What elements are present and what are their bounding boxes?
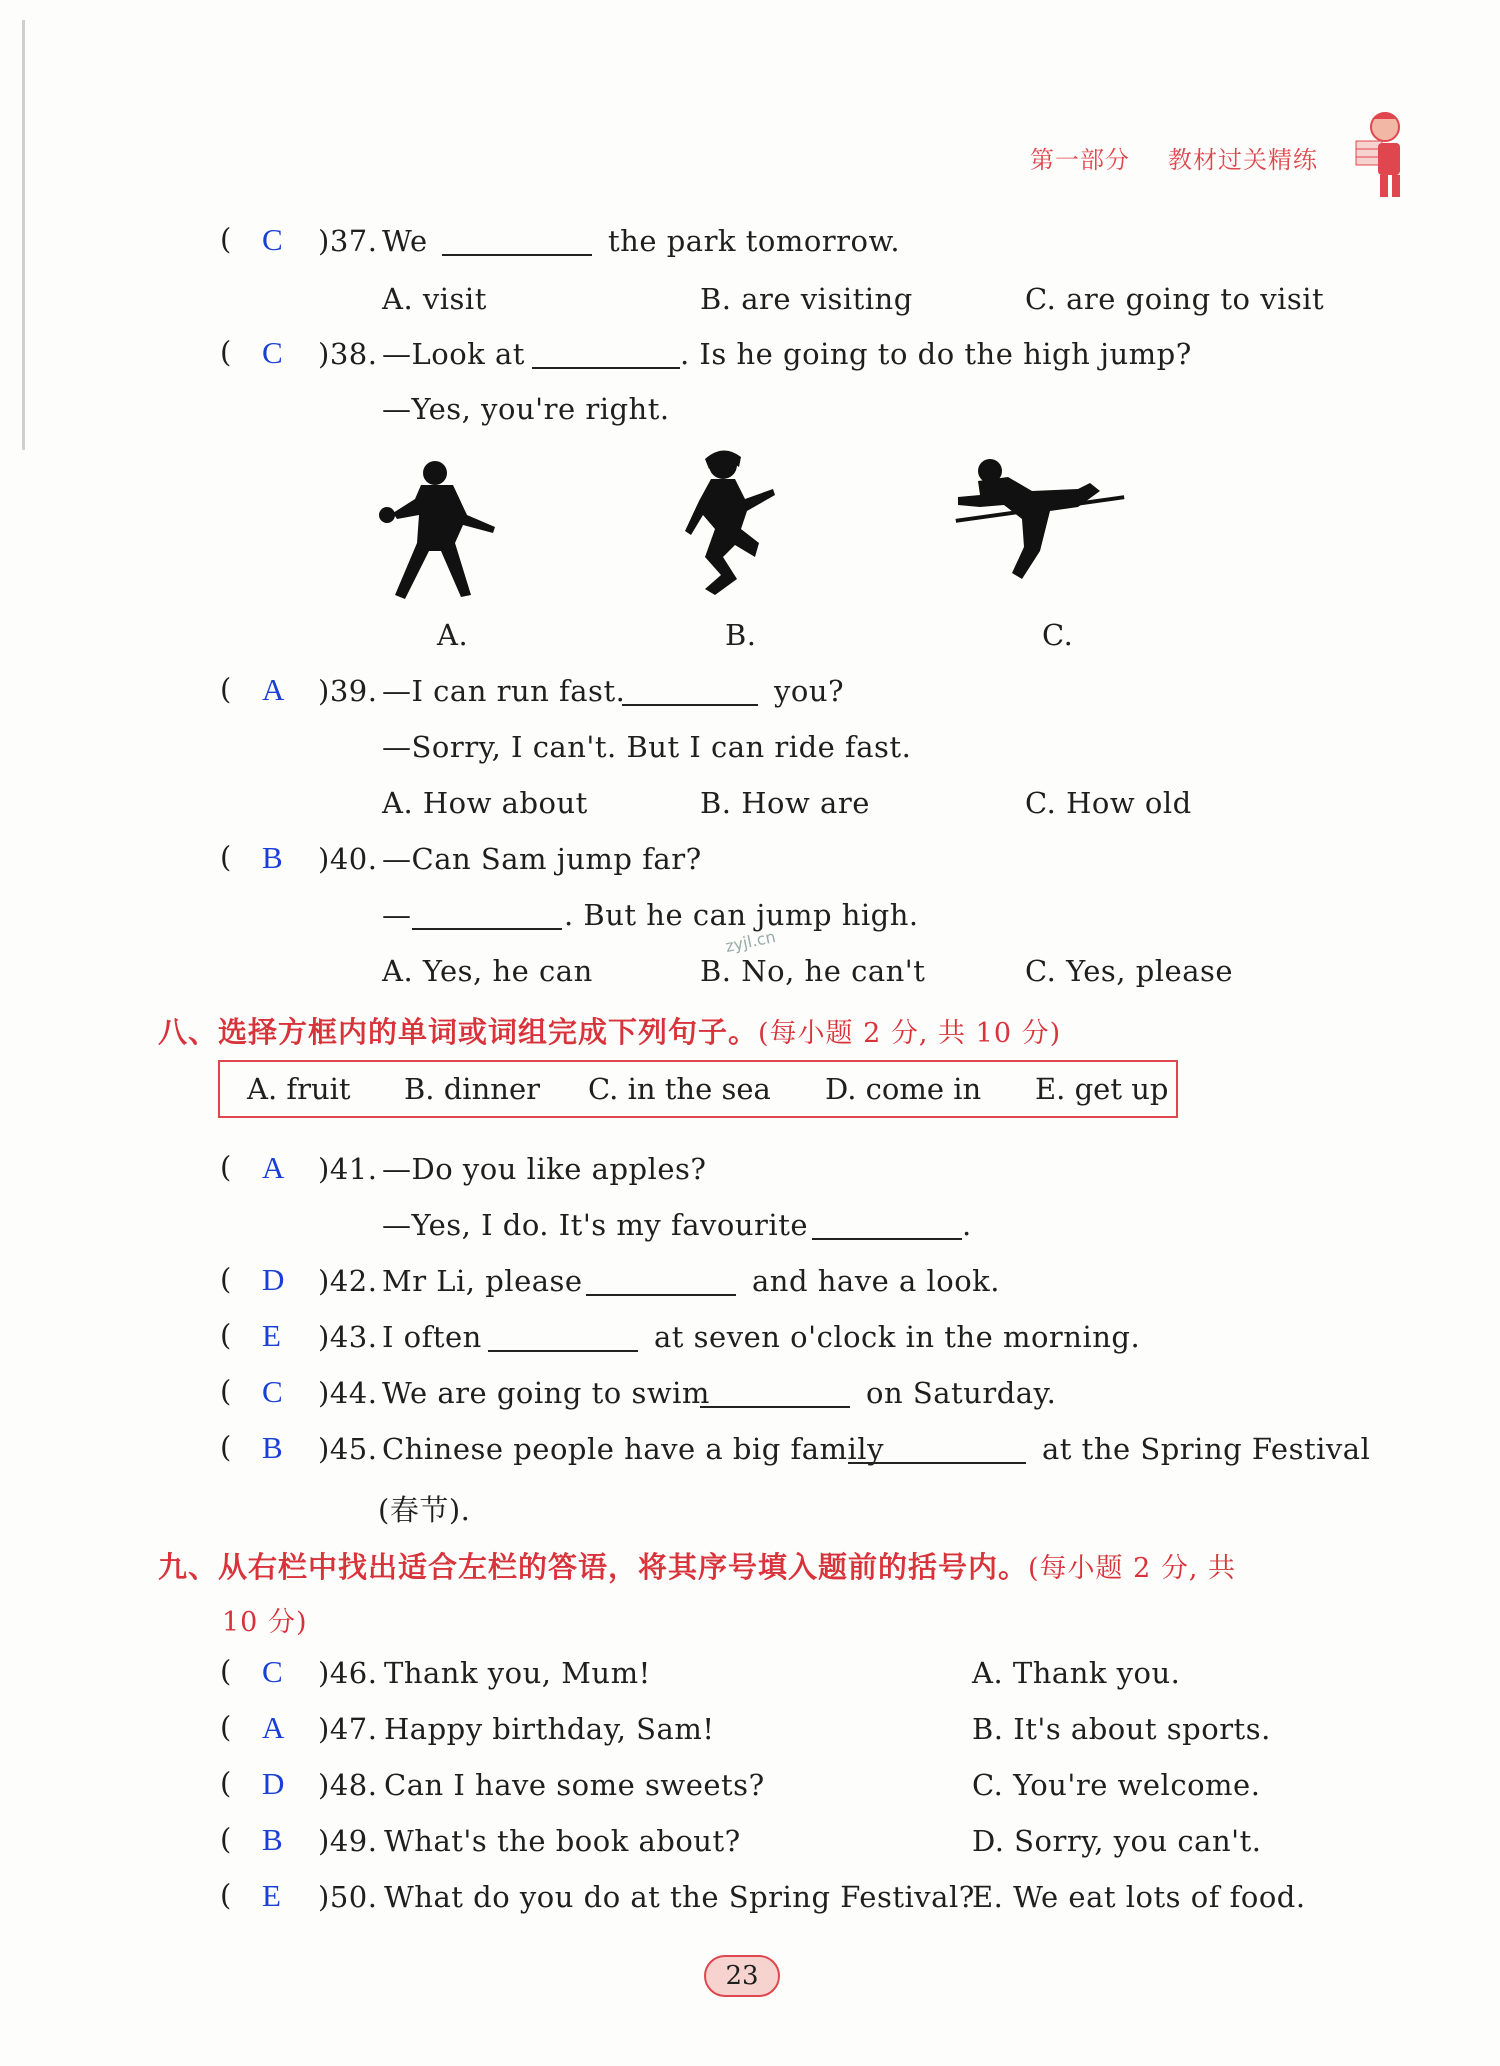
- question-number-45: )45.: [318, 1432, 378, 1466]
- section-8-note: (每小题 2 分, 共 10 分): [758, 1018, 1062, 1049]
- question-50-left: What do you do at the Spring Festival?: [384, 1880, 975, 1914]
- answer-44: C: [262, 1374, 283, 1409]
- question-43-after: at seven o'clock in the morning.: [654, 1320, 1141, 1354]
- question-46-left: Thank you, Mum!: [384, 1656, 651, 1690]
- answer-blank: [848, 1436, 1026, 1464]
- answer-39: A: [262, 672, 285, 707]
- paren-open: (: [220, 1374, 232, 1408]
- word-bank-box: [218, 1060, 1178, 1118]
- question-43-before: I often: [382, 1320, 482, 1354]
- question-40-text: —Can Sam jump far?: [382, 842, 702, 876]
- section-8-title: 八、选择方框内的单词或词组完成下列句子。: [158, 1015, 759, 1049]
- question-number-49: )49.: [318, 1824, 378, 1858]
- answer-49: B: [262, 1822, 283, 1857]
- question-45-before: Chinese people have a big family: [382, 1432, 884, 1466]
- answer-blank: [700, 1380, 850, 1408]
- question-49-right: D. Sorry, you can't.: [972, 1824, 1262, 1858]
- question-number-37: )37.: [318, 224, 378, 258]
- question-42-after: and have a look.: [752, 1264, 1000, 1298]
- answer-40: B: [262, 840, 283, 875]
- question-39-text-before: —I can run fast.: [382, 674, 626, 708]
- paren-open: (: [220, 672, 232, 706]
- question-48-left: Can I have some sweets?: [384, 1768, 765, 1802]
- high-jumper-icon: [950, 455, 1130, 595]
- paren-open: (: [220, 1878, 232, 1912]
- paren-open: (: [220, 335, 232, 369]
- paren-open: (: [220, 1710, 232, 1744]
- answer-42: D: [262, 1262, 285, 1297]
- option-37-c: C. are going to visit: [1025, 282, 1325, 316]
- picture-label-b: B.: [725, 618, 757, 652]
- question-44-before: We are going to swim: [382, 1376, 710, 1410]
- answer-48: D: [262, 1766, 285, 1801]
- question-number-40: )40.: [318, 842, 378, 876]
- paren-open: (: [220, 1318, 232, 1352]
- question-46-right: A. Thank you.: [972, 1656, 1181, 1690]
- question-47-right: B. It's about sports.: [972, 1712, 1271, 1746]
- question-number-41: )41.: [318, 1152, 378, 1186]
- header-title: 教材过关精练: [1168, 146, 1318, 174]
- answer-47: A: [262, 1710, 285, 1745]
- page-number: 23: [704, 1955, 780, 1997]
- question-number-47: )47.: [318, 1712, 378, 1746]
- question-39-reply: —Sorry, I can't. But I can ride fast.: [382, 730, 912, 764]
- paren-open: (: [220, 1654, 232, 1688]
- question-number-42: )42.: [318, 1264, 378, 1298]
- question-47-left: Happy birthday, Sam!: [384, 1712, 715, 1746]
- paren-open: (: [220, 222, 232, 256]
- question-38-text-before: —Look at: [382, 337, 525, 371]
- answer-38: C: [262, 335, 283, 370]
- paren-open: (: [220, 1430, 232, 1464]
- answer-43: E: [262, 1318, 281, 1353]
- header-part: 第一部分: [1030, 146, 1130, 174]
- answer-blank: [442, 228, 592, 256]
- question-45-after: at the Spring Festival: [1042, 1432, 1371, 1466]
- section-9-title: 九、从右栏中找出适合左栏的答语，将其序号填入题前的括号内。: [158, 1550, 1029, 1584]
- word-bank-item: A. fruit: [247, 1072, 351, 1106]
- question-number-43: )43.: [318, 1320, 378, 1354]
- answer-37: C: [262, 222, 283, 257]
- option-40-a: A. Yes, he can: [382, 954, 593, 988]
- question-41-line1: —Do you like apples?: [382, 1152, 707, 1186]
- answer-blank: [488, 1324, 638, 1352]
- answer-blank: [812, 1212, 962, 1240]
- answer-45: B: [262, 1430, 283, 1465]
- option-39-b: B. How are: [700, 786, 870, 820]
- question-40-reply-dash: —: [382, 898, 412, 932]
- paren-open: (: [220, 1766, 232, 1800]
- paren-open: (: [220, 1822, 232, 1856]
- question-39-text-after: you?: [774, 674, 845, 708]
- paren-open: (: [220, 1150, 232, 1184]
- question-40-reply-after: . But he can jump high.: [564, 898, 919, 932]
- question-37-text-after: the park tomorrow.: [608, 224, 901, 258]
- jumping-girl-icon: [675, 445, 785, 605]
- answer-blank: [532, 341, 680, 369]
- question-number-44: )44.: [318, 1376, 378, 1410]
- section-9-heading: [158, 1545, 1236, 1586]
- question-41-line2: —Yes, I do. It's my favourite: [382, 1208, 809, 1242]
- question-38-text-after: . Is he going to do the high jump?: [680, 337, 1192, 371]
- question-45-line2: (春节).: [378, 1493, 471, 1527]
- question-41-end: .: [962, 1208, 972, 1242]
- word-bank-item: C. in the sea: [588, 1072, 771, 1106]
- question-42-before: Mr Li, please: [382, 1264, 583, 1298]
- answer-50: E: [262, 1878, 281, 1913]
- paren-open: (: [220, 1262, 232, 1296]
- section-9-note-cont: 10 分): [222, 1607, 308, 1638]
- question-50-right: E. We eat lots of food.: [972, 1880, 1306, 1914]
- question-44-after: on Saturday.: [866, 1376, 1057, 1410]
- section-8-heading: [158, 1010, 1061, 1051]
- word-bank-item: B. dinner: [404, 1072, 540, 1106]
- answer-blank: [412, 902, 562, 930]
- mascot-boy-icon: [1350, 105, 1410, 205]
- picture-label-a: A.: [437, 618, 469, 652]
- option-39-c: C. How old: [1025, 786, 1192, 820]
- answer-41: A: [262, 1150, 285, 1185]
- section-9-note: (每小题 2 分, 共: [1028, 1553, 1237, 1584]
- question-number-38: )38.: [318, 337, 378, 371]
- answer-blank: [586, 1268, 736, 1296]
- option-37-a: A. visit: [382, 282, 487, 316]
- option-40-b: B. No, he can't: [700, 954, 926, 988]
- question-number-48: )48.: [318, 1768, 378, 1802]
- watermark: zyjl.cn: [723, 926, 778, 957]
- question-38-reply: —Yes, you're right.: [382, 392, 670, 426]
- question-number-50: )50.: [318, 1880, 378, 1914]
- option-40-c: C. Yes, please: [1025, 954, 1234, 988]
- page-edge-line: [22, 20, 25, 450]
- option-39-a: A. How about: [382, 786, 588, 820]
- table-tennis-player-icon: [375, 455, 515, 605]
- question-48-right: C. You're welcome.: [972, 1768, 1261, 1802]
- word-bank-item: D. come in: [825, 1072, 982, 1106]
- question-number-46: )46.: [318, 1656, 378, 1690]
- question-number-39: )39.: [318, 674, 378, 708]
- question-49-left: What's the book about?: [384, 1824, 741, 1858]
- answer-46: C: [262, 1654, 283, 1689]
- answer-blank: [622, 678, 758, 706]
- picture-label-c: C.: [1042, 618, 1074, 652]
- paren-open: (: [220, 840, 232, 874]
- option-37-b: B. are visiting: [700, 282, 913, 316]
- word-bank-item: E. get up: [1035, 1072, 1169, 1106]
- question-37-text-before: We: [382, 224, 428, 258]
